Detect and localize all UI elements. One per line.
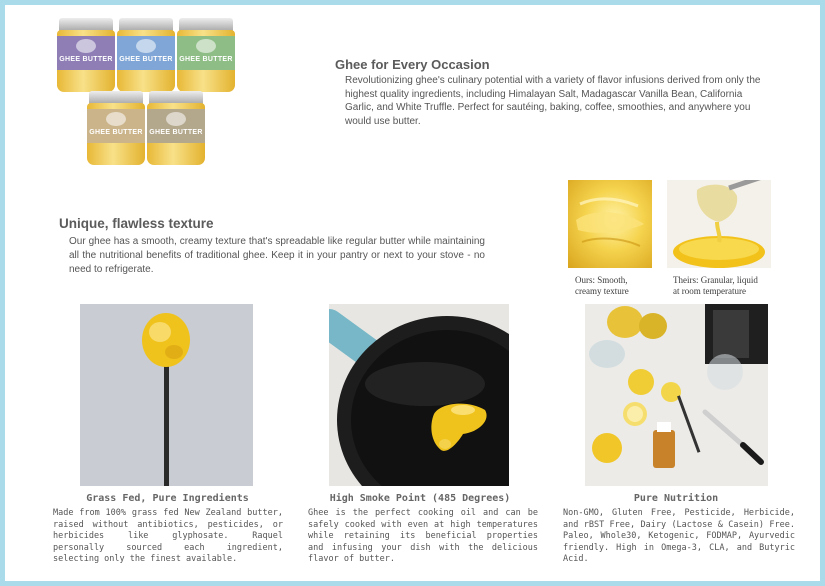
feature-title-grass-fed: Grass Fed, Pure Ingredients <box>86 493 249 504</box>
lemons-ingredients-icon <box>585 304 768 486</box>
grass-fed-photo <box>80 304 253 486</box>
ours-texture-photo <box>568 180 652 268</box>
ghee-swirl-icon <box>568 180 652 268</box>
jar-product-image <box>87 91 145 165</box>
jar-product-image <box>177 18 235 92</box>
feature-text-smoke-point: Ghee is the perfect cooking oil and can be safely cooked with even at high temperatures while retaining its beneficial properties and infusing your dish with the delicious flavor of butter. <box>308 508 538 564</box>
skillet-icon <box>329 304 509 486</box>
texture-paragraph: Our ghee has a smooth, creamy texture that's spreadable like regular butter while maintaining all the nutritional benefits of traditional ghee. Keep it in your pantry or next to your stove - no need to refrigerate. <box>69 236 485 275</box>
jar-label: GHEE BUTTER <box>149 129 203 136</box>
spoon-liquid-icon <box>667 180 771 268</box>
texture-heading: Unique, flawless texture <box>59 216 214 231</box>
feature-text-pure-nutrition: Non-GMO, Gluten Free, Pesticide, Herbicide, and rBST Free, Dairy (Lactose & Casein) Free. Paleo, Whole30, Ketogenic, FODMAP, Ayurvedic friendly. High in Omega-3, CLA, and Butyric Acid. <box>563 508 795 564</box>
jar-label: GHEE BUTTER <box>59 56 113 63</box>
spoon-ghee-icon <box>80 304 253 486</box>
jar-product-image <box>147 91 205 165</box>
occasion-paragraph: Revolutionizing ghee's culinary potential with a variety of flavor infusions derived from only the highest quality ingredients, including Himalayan Salt, Madagascar Vanilla Bean, California Garlic, and White Truffle. Perfect for sautéing, baking, coffee, smoothies, and anywhere you would use butter. <box>345 75 761 127</box>
jar-product-image <box>117 18 175 92</box>
occasion-heading: Ghee for Every Occasion <box>335 57 490 72</box>
feature-title-pure-nutrition: Pure Nutrition <box>633 493 719 504</box>
jar-label: GHEE BUTTER <box>89 129 143 136</box>
jar-label: GHEE BUTTER <box>119 56 173 63</box>
theirs-caption: Theirs: Granular, liquid at room temperature <box>673 275 758 296</box>
jar-label: GHEE BUTTER <box>179 56 233 63</box>
ours-caption: Ours: Smooth, creamy texture <box>575 275 629 296</box>
jar-product-image <box>57 18 115 92</box>
smoke-point-photo <box>329 304 509 486</box>
theirs-texture-photo <box>667 180 771 268</box>
feature-title-smoke-point: High Smoke Point (485 Degrees) <box>329 493 511 504</box>
feature-text-grass-fed: Made from 100% grass fed New Zealand butter, raised without antibiotics, pesticides, or herbicides like glyphosate. Raquel personally sourced each ingredient, selecting only the finest available. <box>53 508 283 564</box>
pure-nutrition-photo <box>585 304 768 486</box>
